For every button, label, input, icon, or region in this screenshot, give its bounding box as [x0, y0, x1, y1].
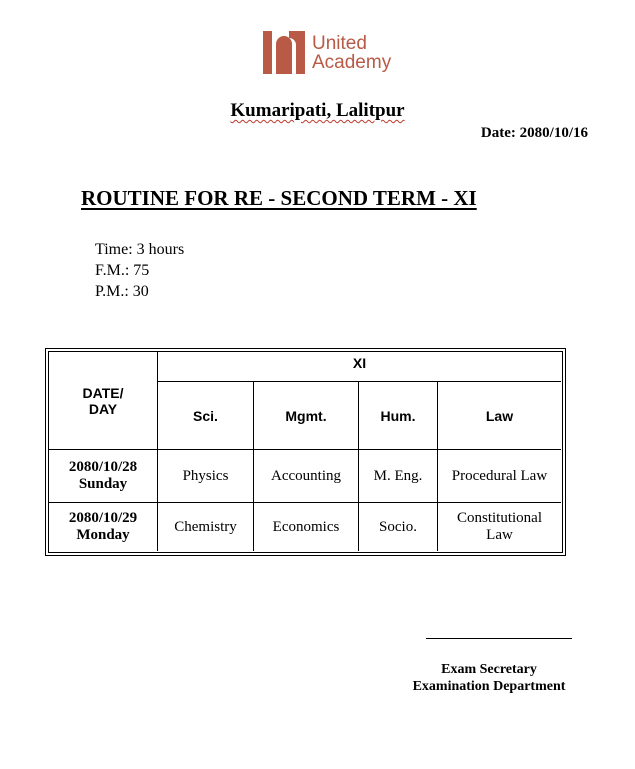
- column-header-sci: Sci.: [193, 407, 218, 424]
- date-label: Date: 2080/10/16: [480, 125, 588, 141]
- logo-line-2: Academy: [312, 52, 392, 73]
- signature-department: Examination Department: [412, 679, 566, 694]
- united-academy-logo: [263, 31, 403, 75]
- routine-table: [45, 348, 566, 556]
- signature-block: [400, 661, 578, 695]
- column-header-mgmt: Mgmt.: [285, 407, 327, 424]
- row-1-hum: M. Eng.: [373, 467, 423, 484]
- routine-title: ROUTINE FOR RE - SECOND TERM - XI: [81, 186, 477, 210]
- row-1-sci: Physics: [182, 467, 229, 484]
- row-2-date-day: [49, 503, 157, 551]
- class-header: XI: [352, 355, 367, 371]
- logo-line-1: United: [312, 33, 367, 54]
- row-2-law: Constitutional Law: [456, 510, 542, 543]
- date-day-header-line-1: DATE/: [82, 384, 124, 401]
- logo-text: [312, 34, 391, 72]
- column-header-law: Law: [485, 407, 514, 424]
- row-2-day: Monday: [76, 527, 130, 543]
- location-text: Kumaripati, Lalitpur: [230, 100, 405, 121]
- signature-line: [426, 638, 572, 639]
- exam-time: Time: 3 hours: [95, 241, 185, 258]
- row-2-date: 2080/10/29: [68, 510, 138, 526]
- row-2-sci: Chemistry: [174, 518, 237, 535]
- column-header-hum: Hum.: [380, 407, 416, 424]
- row-1-law: Procedural Law: [451, 467, 548, 484]
- pass-marks: P.M.: 30: [95, 283, 149, 300]
- row-2-hum: Socio.: [379, 518, 417, 535]
- date-day-header: [49, 352, 157, 449]
- full-marks: F.M.: 75: [95, 262, 150, 279]
- signature-title: Exam Secretary: [441, 662, 537, 677]
- row-1-date-day: [49, 450, 157, 502]
- row-1-day: Sunday: [78, 476, 128, 492]
- exam-info: [95, 239, 184, 302]
- row-2-mgmt: Economics: [272, 518, 340, 535]
- row-1-mgmt: Accounting: [271, 467, 341, 484]
- row-1-date: 2080/10/28: [68, 459, 138, 475]
- location-heading: [0, 100, 635, 122]
- date-day-header-line-2: DAY: [88, 400, 118, 417]
- logo-mark-icon: [263, 31, 305, 74]
